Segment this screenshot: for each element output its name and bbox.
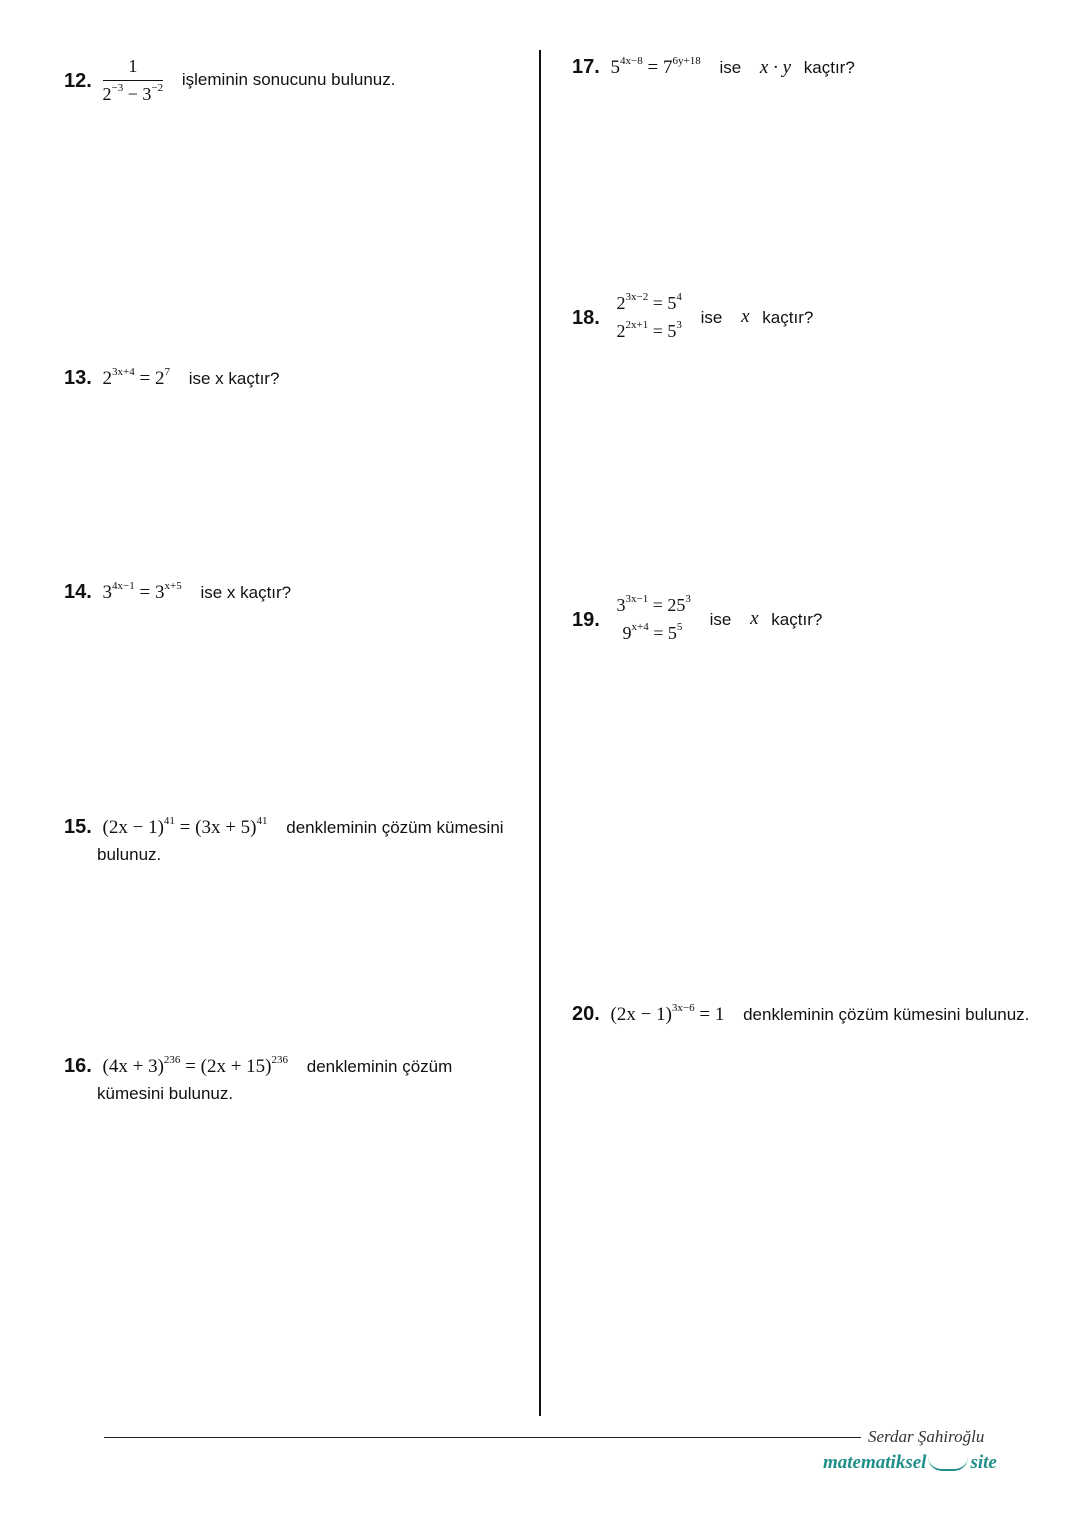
equation: $5^{4x-8} = 7^{6y+18}$ <box>610 55 701 78</box>
question-15 <box>64 815 504 840</box>
question-number: 15. <box>64 816 92 838</box>
question-16 <box>64 1054 452 1079</box>
fraction <box>103 56 164 105</box>
question-number: 20. <box>572 1003 600 1025</box>
equation-system <box>617 592 691 648</box>
question-text: kaçtır? <box>762 307 814 327</box>
question-text: denkleminin çözüm kümesini <box>286 818 504 837</box>
equation: $(2x - 1)^{3x-6} = 1$ <box>610 1002 725 1025</box>
equation-row-1: $2^{3x-2} = 5^4$ <box>616 291 682 313</box>
equation: $3^{4x-1} = 3^{x+5}$ <box>102 580 182 603</box>
question-number: 12. <box>64 69 92 92</box>
equation-row-1: $3^{3x-1} = 25^3$ <box>616 593 691 615</box>
equation-system <box>617 290 682 346</box>
brand-logo <box>823 1452 997 1474</box>
question-14 <box>64 580 291 605</box>
brand-right: site <box>970 1452 997 1473</box>
question-12 <box>64 56 395 105</box>
question-text: kaçtır? <box>771 609 823 629</box>
question-number: 13. <box>64 367 92 389</box>
question-text: işleminin sonucunu bulunuz. <box>181 70 396 90</box>
equation: $(2x - 1)^{41} = (3x + 5)^{41}$ <box>102 815 268 838</box>
question-number: 19. <box>572 608 600 631</box>
variable: x <box>750 608 759 630</box>
equation: $(4x + 3)^{236} = (2x + 15)^{236}$ <box>102 1054 289 1077</box>
question-text: kaçtır? <box>803 58 855 77</box>
question-text: denkleminin çözüm kümesini bulunuz. <box>743 1005 1030 1024</box>
question-number: 18. <box>572 306 600 329</box>
question-text: denkleminin çözüm <box>306 1057 453 1076</box>
question-number: 14. <box>64 581 92 603</box>
equation: $2^{3x+4} = 2^7$ <box>102 366 170 389</box>
question-20 <box>572 1002 1029 1027</box>
question-18 <box>572 290 813 346</box>
footer-line <box>104 1437 861 1438</box>
question-13 <box>64 366 279 391</box>
ise-text: ise <box>719 58 742 77</box>
brand-swirl-icon <box>928 1457 968 1471</box>
numerator: 1 <box>103 56 164 81</box>
equation-row-2: $2^{2x+1} = 5^3$ <box>616 318 682 341</box>
question-19 <box>572 592 822 648</box>
variable: x <box>741 306 750 328</box>
brand-left: matematiksel <box>823 1452 927 1473</box>
denominator: $2^{-3} - 3^{-2}$ <box>102 81 164 104</box>
question-number: 16. <box>64 1055 92 1077</box>
ise-text: ise <box>709 609 732 629</box>
question-17 <box>572 55 855 80</box>
question-text: ise x kaçtır? <box>200 583 292 602</box>
question-text: ise x kaçtır? <box>188 369 280 388</box>
ise-text: ise <box>700 307 723 327</box>
column-divider <box>539 50 541 1416</box>
product: x · y <box>759 57 792 78</box>
question-16-continuation: kümesini bulunuz. <box>97 1084 234 1103</box>
question-15-continuation: bulunuz. <box>97 845 162 864</box>
author-signature: Serdar Şahiroğlu <box>868 1427 985 1446</box>
question-number: 17. <box>572 56 600 78</box>
equation-row-2: $9^{x+4} = 5^5$ <box>622 620 683 643</box>
